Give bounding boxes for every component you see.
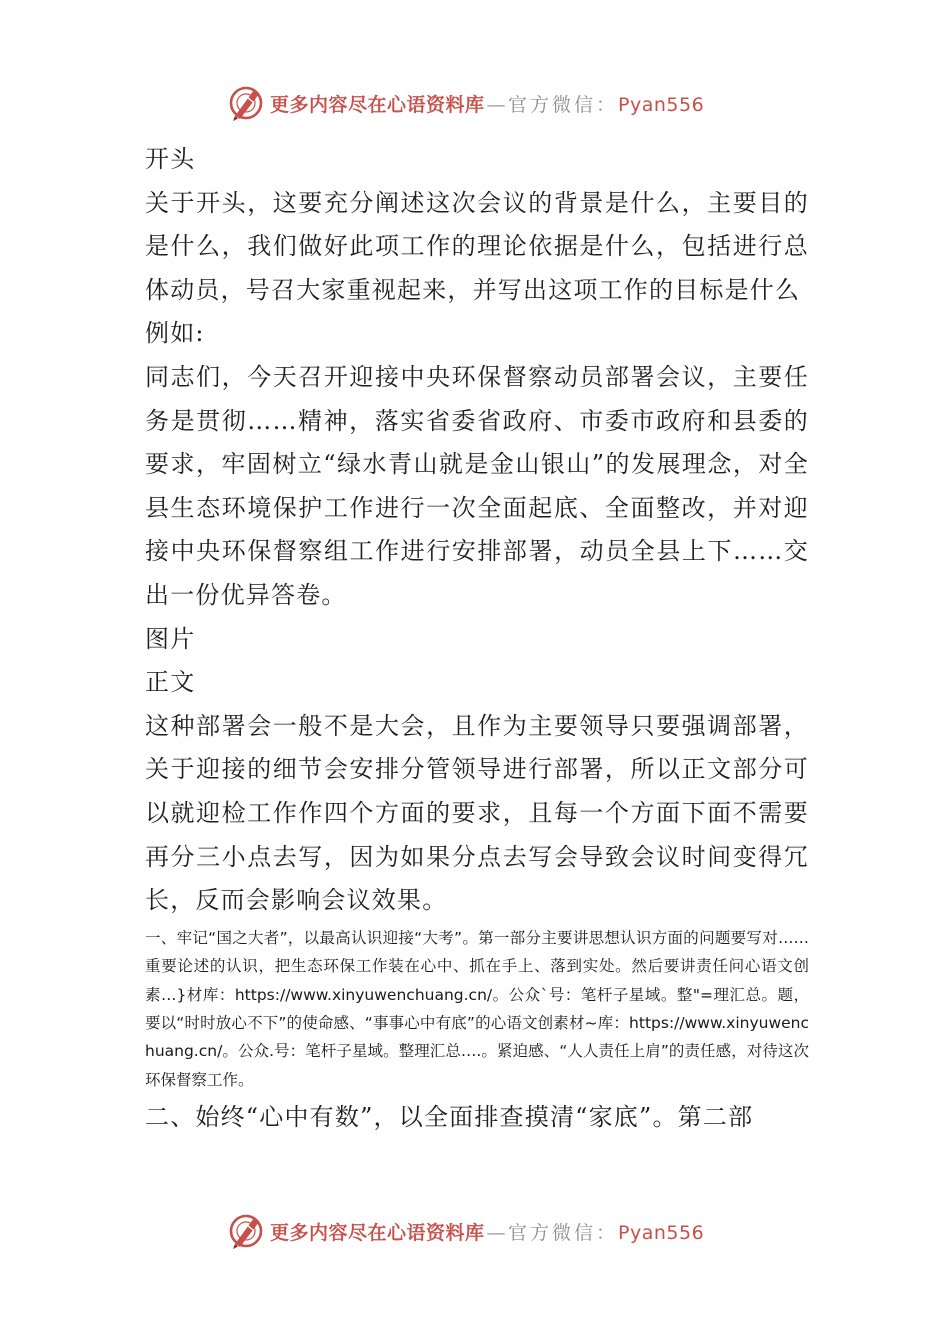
banner-wechat-id: Pyan556 xyxy=(618,1221,705,1244)
opening-description: 关于开头，这要充分阐述这次会议的背景是什么，主要目的是什么，我们做好此项工作的理论依据是什么，包括进行总体动员，号召大家重视起来，并写出这项工作的目标是什么 xyxy=(145,188,809,304)
footer-banner xyxy=(226,1208,746,1254)
header-banner xyxy=(226,80,746,126)
section-two-heading: 二、始终“心中有数”，以全面排查摸清“家底”。第二部 xyxy=(145,1103,754,1132)
body-description: 这种部署会一般不是大会，且作为主要领导只要强调部署，关于迎接的细节会安排分管领导进行部署，所以正文部分可以就迎检工作作四个方面的要求，且每一个方面下面不需要再分三小点去写，因为如果分点去写会导致会议时间变得冗长，反而会影响会议效果。 xyxy=(145,711,809,915)
section-one-paragraph: 一、牢记“国之大者”，以最高认识迎接“大考”。第一部分主要讲思想认识方面的问题要写对……重要论述的认识，把生态环保工作装在心中、抓在手上、落到实处。然后要讲责任问心语文创素…}材库：https://www.xinyuwenchuang.cn/。公众`号：笔杆子星域。整"=理汇总。题，要以“时时放心不下”的使命感、“事事心中有底”的心语文创素材~库：https://www.xinyuwenchuang.cn/。公众.号：笔杆子星域。整理汇总….。紧迫感、“人人责任上肩”的责任感，对待这次环保督察工作。 xyxy=(145,928,809,1089)
banner-brand: 更多内容尽在心语资料库 xyxy=(270,1221,485,1244)
image-label: 图片 xyxy=(145,624,196,653)
document-body xyxy=(145,138,809,1140)
banner-official-label: 官方微信： xyxy=(508,1221,619,1244)
banner-text xyxy=(270,1218,704,1245)
example-paragraph: 同志们，今天召开迎接中央环保督察动员部署会议，主要任务是贯彻……精神，落实省委省政府、市委市政府和县委的要求，牢固树立“绿水青山就是金山银山”的发展理念，对全县生态环境保护工作进行一次全面起底、全面整改，并对迎接中央环保督察组工作进行安排部署，动员全县上下……交出一份优异答卷。 xyxy=(145,362,809,609)
banner-wechat-id: Pyan556 xyxy=(618,93,705,116)
banner-official-label: 官方微信： xyxy=(508,93,619,116)
banner-dash: — xyxy=(486,1221,507,1244)
example-label: 例如: xyxy=(145,319,205,348)
heading-opening: 开头 xyxy=(145,145,196,173)
pen-logo-icon xyxy=(226,83,266,123)
banner-text xyxy=(270,90,704,117)
banner-brand: 更多内容尽在心语资料库 xyxy=(270,93,485,116)
banner-dash: — xyxy=(486,93,507,116)
pen-logo-icon xyxy=(226,1211,266,1251)
heading-body: 正文 xyxy=(145,668,196,697)
